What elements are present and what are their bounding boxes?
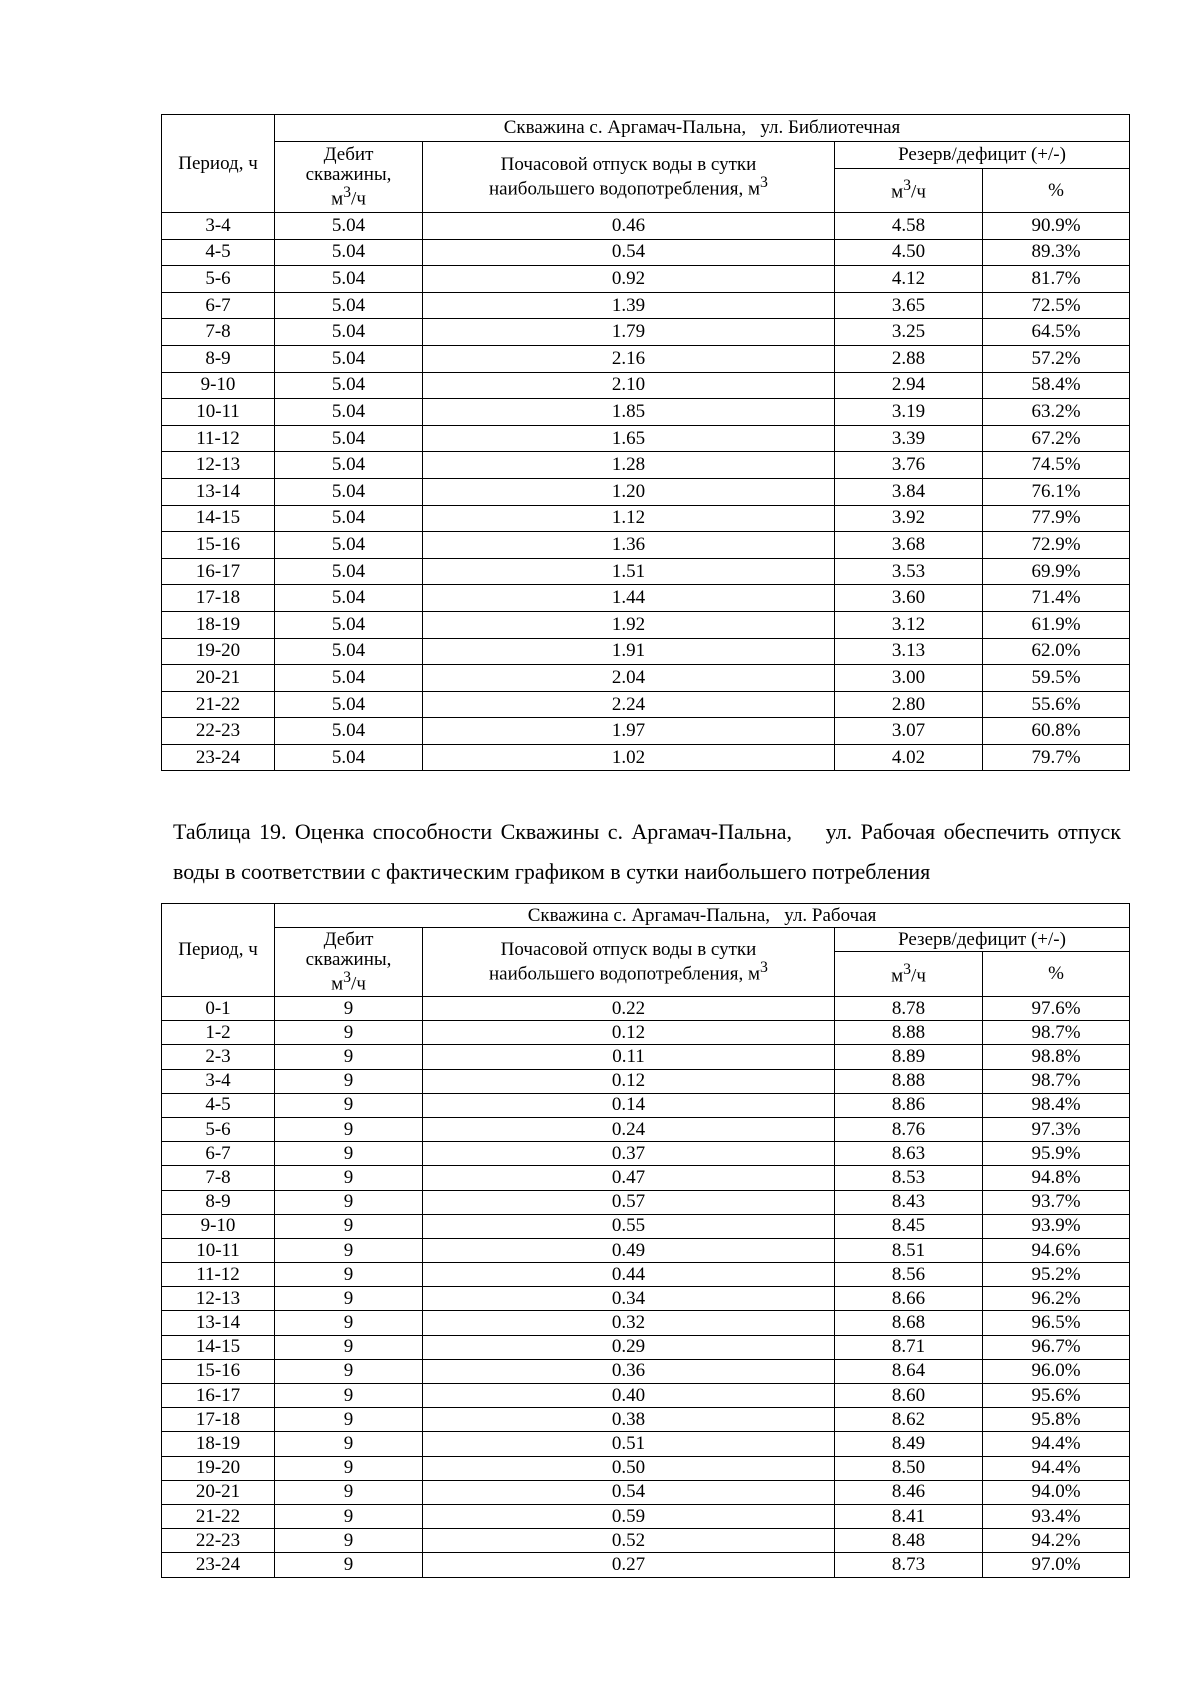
- supply-cell: 0.37: [423, 1142, 835, 1166]
- table-row: [162, 1287, 1130, 1311]
- table-row: [162, 1384, 1130, 1408]
- reserve-cell: 8.48: [835, 1529, 983, 1553]
- supply-cell: 0.51: [423, 1432, 835, 1456]
- percent-cell: 95.2%: [983, 1263, 1130, 1287]
- percent-cell: 57.2%: [983, 345, 1130, 372]
- period-cell: 8-9: [162, 345, 275, 372]
- reserve-cell: 4.02: [835, 744, 983, 771]
- reserve-cell: 3.68: [835, 532, 983, 559]
- supply-cell: 1.79: [423, 319, 835, 346]
- debit-cell: 9: [275, 1287, 423, 1311]
- percent-cell: 59.5%: [983, 665, 1130, 692]
- table-row: [162, 532, 1130, 559]
- table-row: [162, 665, 1130, 692]
- table-row: [162, 266, 1130, 293]
- supply-cell: 2.16: [423, 345, 835, 372]
- period-cell: 8-9: [162, 1190, 275, 1214]
- debit-cell: 9: [275, 1166, 423, 1190]
- debit-cell: 9: [275, 1529, 423, 1553]
- table-row: [162, 1238, 1130, 1262]
- supply-cell: 0.24: [423, 1117, 835, 1141]
- debit-cell: 9: [275, 1335, 423, 1359]
- reserve-unit-header: $м^3/ч$: [835, 169, 983, 213]
- period-cell: 14-15: [162, 505, 275, 532]
- percent-cell: 93.7%: [983, 1190, 1130, 1214]
- supply-cell: 0.54: [423, 1480, 835, 1504]
- supply-cell: 0.40: [423, 1384, 835, 1408]
- table-row: [162, 1456, 1130, 1480]
- percent-cell: 95.6%: [983, 1384, 1130, 1408]
- debit-cell: 9: [275, 1432, 423, 1456]
- debit-cell: 9: [275, 1069, 423, 1093]
- percent-cell: 96.7%: [983, 1335, 1130, 1359]
- period-cell: 14-15: [162, 1335, 275, 1359]
- period-header: Период, ч: [162, 904, 275, 997]
- supply-cell: 0.38: [423, 1408, 835, 1432]
- debit-cell: 5.04: [275, 372, 423, 399]
- table-row: [162, 1021, 1130, 1045]
- reserve-cell: 8.51: [835, 1238, 983, 1262]
- period-cell: 5-6: [162, 1117, 275, 1141]
- period-cell: 1-2: [162, 1021, 275, 1045]
- period-cell: 11-12: [162, 425, 275, 452]
- debit-cell: 5.04: [275, 345, 423, 372]
- reserve-cell: 2.94: [835, 372, 983, 399]
- supply-cell: 0.47: [423, 1166, 835, 1190]
- percent-cell: 61.9%: [983, 611, 1130, 638]
- supply-cell: 0.54: [423, 239, 835, 266]
- reserve-cell: 8.88: [835, 1021, 983, 1045]
- debit-cell: 5.04: [275, 213, 423, 240]
- period-cell: 15-16: [162, 1359, 275, 1383]
- table-row: [162, 611, 1130, 638]
- period-cell: 9-10: [162, 1214, 275, 1238]
- table-row: [162, 1335, 1130, 1359]
- table-row: [162, 213, 1130, 240]
- percent-cell: 63.2%: [983, 399, 1130, 426]
- percent-cell: 94.0%: [983, 1480, 1130, 1504]
- table-row: [162, 1263, 1130, 1287]
- reserve-cell: 3.13: [835, 638, 983, 665]
- reserve-cell: 8.86: [835, 1093, 983, 1117]
- reserve-cell: 8.49: [835, 1432, 983, 1456]
- table-title: Скважина с. Аргамач-Пальна, ул. Рабочая: [275, 904, 1130, 928]
- table-row: [162, 638, 1130, 665]
- supply-cell: 0.29: [423, 1335, 835, 1359]
- percent-cell: 62.0%: [983, 638, 1130, 665]
- supply-cell: 2.04: [423, 665, 835, 692]
- reserve-header: Резерв/дефицит (+/-): [835, 928, 1130, 952]
- supply-cell: 1.97: [423, 718, 835, 745]
- reserve-cell: 3.60: [835, 585, 983, 612]
- debit-cell: 9: [275, 1190, 423, 1214]
- table-row: [162, 585, 1130, 612]
- percent-cell: 90.9%: [983, 213, 1130, 240]
- percent-cell: 97.3%: [983, 1117, 1130, 1141]
- debit-cell: 5.04: [275, 425, 423, 452]
- period-cell: 9-10: [162, 372, 275, 399]
- period-cell: 22-23: [162, 1529, 275, 1553]
- period-cell: 15-16: [162, 532, 275, 559]
- reserve-cell: 3.19: [835, 399, 983, 426]
- reserve-percent-header: %: [983, 169, 1130, 213]
- table-row: [162, 239, 1130, 266]
- supply-cell: 0.32: [423, 1311, 835, 1335]
- period-cell: 6-7: [162, 1142, 275, 1166]
- reserve-cell: 8.64: [835, 1359, 983, 1383]
- table-row: [162, 1093, 1130, 1117]
- supply-cell: 1.39: [423, 292, 835, 319]
- period-cell: 12-13: [162, 1287, 275, 1311]
- reserve-cell: 3.84: [835, 478, 983, 505]
- supply-cell: 1.91: [423, 638, 835, 665]
- debit-cell: 9: [275, 1117, 423, 1141]
- reserve-cell: 3.39: [835, 425, 983, 452]
- percent-cell: 96.5%: [983, 1311, 1130, 1335]
- supply-cell: 1.20: [423, 478, 835, 505]
- table-row: [162, 1529, 1130, 1553]
- supply-cell: 1.92: [423, 611, 835, 638]
- supply-cell: 1.65: [423, 425, 835, 452]
- debit-cell: 9: [275, 1311, 423, 1335]
- supply-cell: 0.92: [423, 266, 835, 293]
- period-cell: 18-19: [162, 611, 275, 638]
- percent-cell: 98.8%: [983, 1045, 1130, 1069]
- supply-cell: 0.50: [423, 1456, 835, 1480]
- table-caption: Таблица 19. Оценка способности Скважины с. Аргамач-Пальна, ул. Рабочая обеспечить отпуск воды в соответствии с фактическим графиком в сутки наибольшего потребления: [173, 819, 1127, 884]
- debit-cell: 9: [275, 1045, 423, 1069]
- percent-cell: 95.8%: [983, 1408, 1130, 1432]
- period-cell: 3-4: [162, 213, 275, 240]
- supply-cell: 1.28: [423, 452, 835, 479]
- percent-cell: 55.6%: [983, 691, 1130, 718]
- supply-cell: 1.02: [423, 744, 835, 771]
- percent-cell: 58.4%: [983, 372, 1130, 399]
- period-cell: 10-11: [162, 399, 275, 426]
- reserve-cell: 4.58: [835, 213, 983, 240]
- table-row: [162, 718, 1130, 745]
- table-row: [162, 425, 1130, 452]
- table-row: [162, 1432, 1130, 1456]
- supply-cell: 0.34: [423, 1287, 835, 1311]
- debit-cell: 5.04: [275, 452, 423, 479]
- debit-header: Дебит скважины, $м^3/ч$: [275, 928, 423, 997]
- table-row: [162, 478, 1130, 505]
- reserve-cell: 8.46: [835, 1480, 983, 1504]
- period-cell: 22-23: [162, 718, 275, 745]
- period-cell: 13-14: [162, 1311, 275, 1335]
- period-cell: 4-5: [162, 239, 275, 266]
- reserve-cell: 8.78: [835, 997, 983, 1021]
- percent-cell: 64.5%: [983, 319, 1130, 346]
- debit-cell: 5.04: [275, 239, 423, 266]
- supply-cell: 0.57: [423, 1190, 835, 1214]
- supply-cell: 0.59: [423, 1504, 835, 1528]
- table-row: [162, 558, 1130, 585]
- table-row: [162, 1311, 1130, 1335]
- period-cell: 6-7: [162, 292, 275, 319]
- percent-cell: 77.9%: [983, 505, 1130, 532]
- reserve-unit-header: $м^3/ч$: [835, 952, 983, 997]
- debit-cell: 9: [275, 1504, 423, 1528]
- supply-cell: 0.12: [423, 1069, 835, 1093]
- percent-cell: 94.4%: [983, 1432, 1130, 1456]
- period-cell: 19-20: [162, 638, 275, 665]
- period-cell: 7-8: [162, 319, 275, 346]
- table-row: [162, 319, 1130, 346]
- percent-cell: 97.6%: [983, 997, 1130, 1021]
- debit-cell: 5.04: [275, 266, 423, 293]
- table-row: [162, 505, 1130, 532]
- period-cell: 17-18: [162, 1408, 275, 1432]
- supply-cell: 0.55: [423, 1214, 835, 1238]
- debit-cell: 9: [275, 1214, 423, 1238]
- period-cell: 20-21: [162, 1480, 275, 1504]
- supply-cell: 1.36: [423, 532, 835, 559]
- period-cell: 21-22: [162, 1504, 275, 1528]
- table-row: [162, 1480, 1130, 1504]
- debit-cell: 5.04: [275, 665, 423, 692]
- supply-cell: 1.12: [423, 505, 835, 532]
- period-cell: 10-11: [162, 1238, 275, 1262]
- supply-cell: 1.44: [423, 585, 835, 612]
- percent-cell: 67.2%: [983, 425, 1130, 452]
- supply-cell: 0.27: [423, 1553, 835, 1577]
- debit-cell: 5.04: [275, 718, 423, 745]
- period-cell: 19-20: [162, 1456, 275, 1480]
- debit-cell: 5.04: [275, 319, 423, 346]
- reserve-percent-header: %: [983, 952, 1130, 997]
- debit-cell: 9: [275, 1093, 423, 1117]
- table-row: [162, 399, 1130, 426]
- debit-cell: 5.04: [275, 478, 423, 505]
- table-row: [162, 744, 1130, 771]
- debit-cell: 5.04: [275, 611, 423, 638]
- reserve-cell: 4.50: [835, 239, 983, 266]
- table-row: [162, 1190, 1130, 1214]
- percent-cell: 72.5%: [983, 292, 1130, 319]
- supply-cell: 0.44: [423, 1263, 835, 1287]
- table-row: [162, 1408, 1130, 1432]
- period-cell: 0-1: [162, 997, 275, 1021]
- reserve-cell: 3.76: [835, 452, 983, 479]
- reserve-cell: 8.68: [835, 1311, 983, 1335]
- supply-cell: 0.14: [423, 1093, 835, 1117]
- percent-cell: 74.5%: [983, 452, 1130, 479]
- reserve-cell: 8.53: [835, 1166, 983, 1190]
- reserve-cell: 2.88: [835, 345, 983, 372]
- reserve-cell: 8.66: [835, 1287, 983, 1311]
- percent-cell: 94.2%: [983, 1529, 1130, 1553]
- debit-cell: 9: [275, 1263, 423, 1287]
- debit-cell: 9: [275, 1359, 423, 1383]
- table-row: [162, 1214, 1130, 1238]
- reserve-cell: 3.07: [835, 718, 983, 745]
- supply-cell: 2.24: [423, 691, 835, 718]
- debit-cell: 5.04: [275, 585, 423, 612]
- reserve-cell: 8.62: [835, 1408, 983, 1432]
- percent-cell: 89.3%: [983, 239, 1130, 266]
- debit-cell: 9: [275, 997, 423, 1021]
- supply-cell: 0.12: [423, 1021, 835, 1045]
- supply-cell: 0.36: [423, 1359, 835, 1383]
- debit-cell: 5.04: [275, 292, 423, 319]
- percent-cell: 96.0%: [983, 1359, 1130, 1383]
- table-row: [162, 691, 1130, 718]
- debit-cell: 9: [275, 1238, 423, 1262]
- percent-cell: 94.8%: [983, 1166, 1130, 1190]
- reserve-cell: 8.73: [835, 1553, 983, 1577]
- table-row: [162, 1142, 1130, 1166]
- table-row: [162, 1069, 1130, 1093]
- reserve-cell: 8.50: [835, 1456, 983, 1480]
- supply-cell: 1.51: [423, 558, 835, 585]
- period-cell: 17-18: [162, 585, 275, 612]
- reserve-cell: 8.89: [835, 1045, 983, 1069]
- percent-cell: 60.8%: [983, 718, 1130, 745]
- period-cell: 21-22: [162, 691, 275, 718]
- table-row: [162, 1045, 1130, 1069]
- reserve-header: Резерв/дефицит (+/-): [835, 142, 1130, 169]
- reserve-cell: 2.80: [835, 691, 983, 718]
- reserve-cell: 8.71: [835, 1335, 983, 1359]
- percent-cell: 69.9%: [983, 558, 1130, 585]
- table-row: [162, 1359, 1130, 1383]
- reserve-cell: 8.45: [835, 1214, 983, 1238]
- percent-cell: 94.4%: [983, 1456, 1130, 1480]
- reserve-cell: 8.63: [835, 1142, 983, 1166]
- supply-cell: 0.11: [423, 1045, 835, 1069]
- period-cell: 4-5: [162, 1093, 275, 1117]
- debit-cell: 9: [275, 1456, 423, 1480]
- reserve-cell: 3.00: [835, 665, 983, 692]
- percent-cell: 98.7%: [983, 1069, 1130, 1093]
- debit-cell: 5.04: [275, 399, 423, 426]
- debit-cell: 9: [275, 1021, 423, 1045]
- supply-cell: 0.49: [423, 1238, 835, 1262]
- reserve-cell: 8.76: [835, 1117, 983, 1141]
- percent-cell: 98.7%: [983, 1021, 1130, 1045]
- table-row: [162, 292, 1130, 319]
- reserve-cell: 3.92: [835, 505, 983, 532]
- table-row: [162, 997, 1130, 1021]
- reserve-cell: 8.43: [835, 1190, 983, 1214]
- supply-header: Почасовой отпуск воды в сутки наибольшего водопотребления, $м^3$: [423, 928, 835, 997]
- table-row: [162, 372, 1130, 399]
- supply-cell: 2.10: [423, 372, 835, 399]
- well-table-bibliotechnaya: [161, 114, 1130, 771]
- reserve-cell: 4.12: [835, 266, 983, 293]
- percent-cell: 71.4%: [983, 585, 1130, 612]
- percent-cell: 79.7%: [983, 744, 1130, 771]
- reserve-cell: 3.53: [835, 558, 983, 585]
- debit-cell: 9: [275, 1384, 423, 1408]
- period-cell: 7-8: [162, 1166, 275, 1190]
- percent-cell: 93.9%: [983, 1214, 1130, 1238]
- table-row: [162, 1166, 1130, 1190]
- table-row: [162, 1117, 1130, 1141]
- percent-cell: 94.6%: [983, 1238, 1130, 1262]
- reserve-cell: 8.56: [835, 1263, 983, 1287]
- table-row: [162, 345, 1130, 372]
- supply-cell: 0.22: [423, 997, 835, 1021]
- table-title: Скважина с. Аргамач-Пальна, ул. Библиотечная: [275, 115, 1130, 142]
- well-table-rabochaya: [161, 903, 1130, 1578]
- debit-cell: 5.04: [275, 744, 423, 771]
- percent-cell: 98.4%: [983, 1093, 1130, 1117]
- percent-cell: 93.4%: [983, 1504, 1130, 1528]
- reserve-cell: 8.88: [835, 1069, 983, 1093]
- reserve-cell: 3.12: [835, 611, 983, 638]
- percent-cell: 72.9%: [983, 532, 1130, 559]
- percent-cell: 96.2%: [983, 1287, 1130, 1311]
- debit-cell: 9: [275, 1142, 423, 1166]
- supply-header: Почасовой отпуск воды в сутки наибольшего водопотребления, $м^3$: [423, 142, 835, 213]
- period-cell: 3-4: [162, 1069, 275, 1093]
- table-row: [162, 1553, 1130, 1577]
- reserve-cell: 3.25: [835, 319, 983, 346]
- debit-cell: 9: [275, 1553, 423, 1577]
- period-cell: 16-17: [162, 1384, 275, 1408]
- supply-cell: 0.46: [423, 213, 835, 240]
- table-row: [162, 452, 1130, 479]
- period-cell: 13-14: [162, 478, 275, 505]
- percent-cell: 97.0%: [983, 1553, 1130, 1577]
- reserve-cell: 8.60: [835, 1384, 983, 1408]
- period-cell: 11-12: [162, 1263, 275, 1287]
- debit-cell: 5.04: [275, 505, 423, 532]
- percent-cell: 76.1%: [983, 478, 1130, 505]
- period-cell: 5-6: [162, 266, 275, 293]
- reserve-cell: 3.65: [835, 292, 983, 319]
- percent-cell: 95.9%: [983, 1142, 1130, 1166]
- period-cell: 2-3: [162, 1045, 275, 1069]
- period-cell: 23-24: [162, 1553, 275, 1577]
- period-header: Период, ч: [162, 115, 275, 213]
- debit-cell: 9: [275, 1480, 423, 1504]
- reserve-cell: 8.41: [835, 1504, 983, 1528]
- period-cell: 16-17: [162, 558, 275, 585]
- debit-cell: 5.04: [275, 532, 423, 559]
- supply-cell: 0.52: [423, 1529, 835, 1553]
- debit-cell: 5.04: [275, 691, 423, 718]
- table-row: [162, 1504, 1130, 1528]
- period-cell: 12-13: [162, 452, 275, 479]
- percent-cell: 81.7%: [983, 266, 1130, 293]
- debit-header: Дебит скважины, $м^3/ч$: [275, 142, 423, 213]
- period-cell: 20-21: [162, 665, 275, 692]
- debit-cell: 5.04: [275, 638, 423, 665]
- period-cell: 18-19: [162, 1432, 275, 1456]
- debit-cell: 5.04: [275, 558, 423, 585]
- period-cell: 23-24: [162, 744, 275, 771]
- debit-cell: 9: [275, 1408, 423, 1432]
- supply-cell: 1.85: [423, 399, 835, 426]
